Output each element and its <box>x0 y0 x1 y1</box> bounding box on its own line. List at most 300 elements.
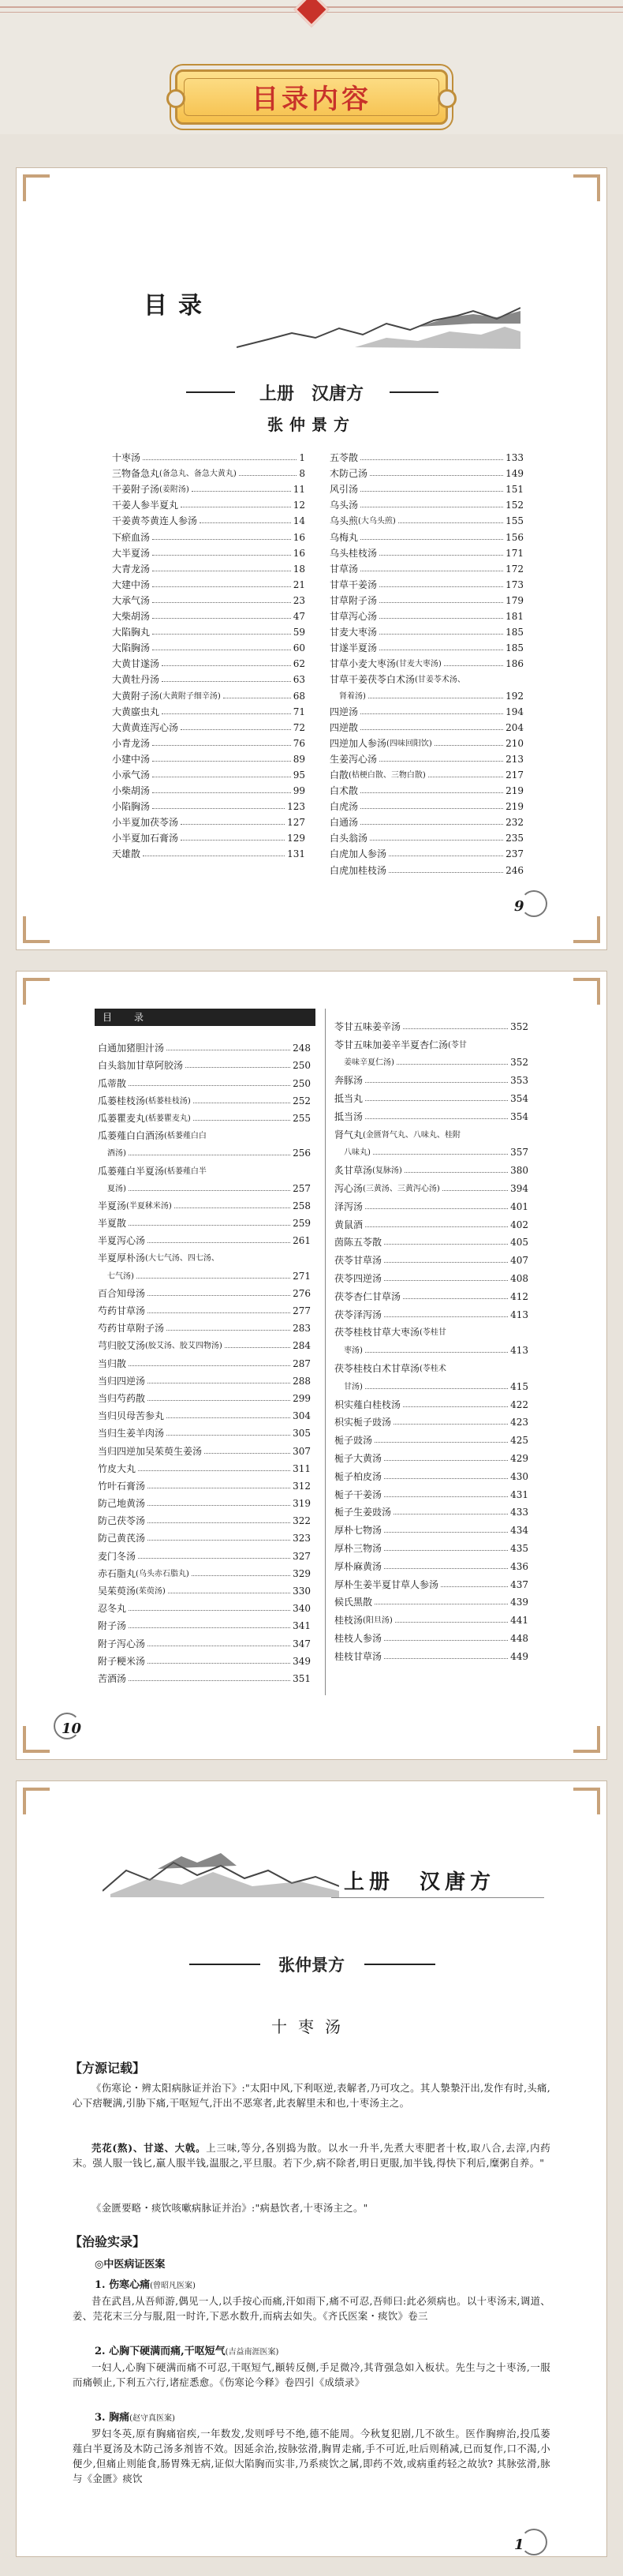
toc-entry[interactable] <box>334 1535 528 1553</box>
toc-entry-name: 天雄散 <box>112 848 141 860</box>
toc-entry-name: 白通汤 <box>330 817 359 829</box>
toc-entry-page: 441 <box>510 1615 528 1627</box>
corner-ornament-icon <box>573 978 600 1005</box>
toc-entry[interactable] <box>112 478 305 494</box>
toc-entry[interactable] <box>112 590 305 605</box>
toc-entry-page: 405 <box>510 1237 528 1249</box>
toc-entry-note: 姜味辛夏仁汤) <box>344 1058 394 1068</box>
toc-entry[interactable] <box>98 1140 311 1158</box>
toc-entry-page: 276 <box>293 1287 311 1299</box>
toc-entry[interactable] <box>330 748 524 764</box>
toc-entry-page: 271 <box>293 1270 311 1282</box>
toc-entry[interactable] <box>330 637 524 653</box>
toc-entry[interactable] <box>334 1481 528 1500</box>
case-title <box>95 2342 278 2357</box>
toc-entry[interactable] <box>334 1427 528 1445</box>
toc-entry-name: 栀子干姜汤 <box>334 1488 382 1500</box>
toc-entry[interactable] <box>98 1106 311 1123</box>
author-heading: 张仲景方 <box>278 1955 345 1975</box>
toc-entry[interactable] <box>98 1421 311 1438</box>
toc-entry-page: 408 <box>510 1272 528 1284</box>
toc-entry[interactable] <box>334 1085 528 1103</box>
toc-entry[interactable] <box>98 1613 311 1631</box>
case-title-text: 2. 心胸下硬满而痛,干呕短气 <box>95 2346 226 2357</box>
toc-entry-page: 63 <box>293 674 305 686</box>
toc-entry-page: 436 <box>510 1560 528 1572</box>
toc-entry-name: 防己茯苓汤 <box>98 1515 146 1527</box>
toc-entry[interactable] <box>112 558 305 574</box>
toc-entry[interactable] <box>330 732 524 748</box>
case-note: (赵守真医案) <box>129 2414 175 2423</box>
toc-entry-page: 435 <box>510 1542 528 1554</box>
toc-entry[interactable] <box>112 637 305 653</box>
toc-entry[interactable] <box>330 574 524 590</box>
toc-entry-page: 155 <box>505 515 524 527</box>
toc-entry-page: 16 <box>293 547 305 559</box>
toc-entry[interactable] <box>330 717 524 732</box>
toc-entry[interactable] <box>334 1589 528 1608</box>
leader-dots <box>162 665 291 666</box>
leader-dots <box>129 1680 290 1681</box>
leader-dots <box>152 745 291 746</box>
toc-entry[interactable] <box>334 1230 528 1248</box>
toc-entry-name: 防己地黄汤 <box>98 1498 146 1510</box>
toc-entry[interactable] <box>334 1211 528 1230</box>
toc-entry[interactable] <box>98 1438 311 1455</box>
toc-entry-name: 干姜黄芩黄连人参汤 <box>112 515 198 527</box>
toc-entry-name: 苦酒汤 <box>98 1672 127 1684</box>
toc-entry[interactable] <box>98 1403 311 1421</box>
toc-entry[interactable] <box>98 1053 311 1070</box>
toc-entry[interactable] <box>112 684 305 700</box>
case-title-text: 1. 伤寒心痛 <box>95 2279 151 2291</box>
toc-entry[interactable] <box>112 447 305 462</box>
toc-entry[interactable] <box>334 1373 528 1391</box>
toc-entry-page: 259 <box>293 1218 311 1230</box>
toc-entry[interactable] <box>330 510 524 526</box>
toc-entry-note: 酒汤) <box>107 1149 126 1159</box>
toc-entry-note: (栝蒌桂枝汤) <box>145 1096 191 1106</box>
corner-ornament-icon <box>573 916 600 943</box>
toc-entry[interactable] <box>98 1070 311 1088</box>
swirl-ornament-icon <box>54 1713 80 1739</box>
toc-entry[interactable] <box>334 1337 528 1355</box>
leader-dots <box>395 1622 508 1623</box>
toc-entry-name: 小半夏加茯苓汤 <box>112 817 179 829</box>
toc-entry[interactable] <box>334 1013 528 1032</box>
toc-entry[interactable] <box>98 1543 311 1560</box>
toc-entry-page: 329 <box>293 1567 311 1579</box>
toc-entry[interactable] <box>334 1140 528 1158</box>
toc-entry[interactable] <box>330 653 524 668</box>
toc-entry[interactable] <box>112 764 305 780</box>
leader-dots <box>373 1154 508 1155</box>
leader-dots <box>166 1417 290 1418</box>
toc-entry[interactable] <box>112 811 305 827</box>
toc-entry-name: 厚朴生姜半夏甘草人参汤 <box>334 1578 439 1590</box>
corner-ornament-icon <box>23 1788 50 1814</box>
toc-entry-name: 芍药甘草附子汤 <box>98 1323 165 1335</box>
toc-entry-name: 百合知母汤 <box>98 1287 146 1299</box>
toc-entry-name: 茯苓桂枝白术甘草汤 <box>334 1362 420 1374</box>
toc-entry[interactable] <box>112 668 305 684</box>
toc-entry[interactable] <box>98 1473 311 1491</box>
toc-entry[interactable] <box>334 1103 528 1121</box>
toc-entry-name: 木防己汤 <box>330 468 368 480</box>
toc-entry-page: 179 <box>505 594 524 606</box>
toc-entry-name: 抵当丸 <box>334 1092 364 1104</box>
toc-entry-name: 栀子大黄汤 <box>334 1452 382 1464</box>
toc-entry[interactable] <box>112 732 305 748</box>
toc-entry[interactable] <box>98 1456 311 1473</box>
toc-entry-page: 194 <box>505 706 524 717</box>
toc-entry[interactable] <box>334 1265 528 1283</box>
paragraph <box>73 2140 550 2170</box>
toc-entry[interactable] <box>98 1631 311 1648</box>
toc-entry[interactable] <box>112 526 305 541</box>
toc-entry-name: 枳实栀子豉汤 <box>334 1417 392 1428</box>
toc-entry-name: 泻心汤 <box>334 1182 364 1194</box>
toc-entry-page: 311 <box>293 1462 311 1474</box>
case-title-text: 3. 胸痛 <box>95 2412 130 2424</box>
toc-entry-page: 59 <box>293 627 305 638</box>
toc-entry[interactable] <box>330 494 524 510</box>
toc-entry-name: 茯苓四逆汤 <box>334 1272 382 1284</box>
toc-entry-page: 327 <box>293 1550 311 1562</box>
toc-entry[interactable] <box>112 796 305 811</box>
toc-entry[interactable] <box>98 1350 311 1368</box>
toc-entry-name: 附子汤 <box>98 1620 127 1632</box>
toc-entry-name: 生姜泻心汤 <box>330 753 378 765</box>
toc-entry[interactable] <box>334 1571 528 1589</box>
toc-entry-name: 白头翁汤 <box>330 833 368 844</box>
toc-entry-name: 瓜蒌瞿麦丸 <box>98 1112 146 1124</box>
leader-dots <box>152 792 291 793</box>
toc-entry[interactable] <box>330 605 524 621</box>
toc-entry-page: 235 <box>505 833 524 844</box>
toc-entry[interactable] <box>330 796 524 811</box>
diamond-ornament-icon <box>293 0 329 28</box>
toc-entry-name: 干姜人参半夏丸 <box>112 500 179 511</box>
leader-dots <box>360 459 503 460</box>
toc-entry-page: 277 <box>293 1305 311 1316</box>
toc-entry-page: 18 <box>293 563 305 575</box>
toc-entry-page: 95 <box>293 769 305 781</box>
toc-entry[interactable] <box>112 605 305 621</box>
toc-entry[interactable] <box>98 1158 311 1175</box>
leader-dots <box>360 491 503 492</box>
toc-entry[interactable] <box>330 668 524 684</box>
toc-entry-name: 甘草干姜茯苓白术汤 <box>330 674 416 686</box>
toc-entry-name: 芍药甘草汤 <box>98 1305 146 1316</box>
toc-entry[interactable] <box>98 1333 311 1350</box>
toc-entry[interactable] <box>112 780 305 796</box>
leader-dots <box>398 522 503 523</box>
toc-entry[interactable] <box>98 1368 311 1386</box>
swirl-ornament-icon <box>520 2529 547 2555</box>
toc-entry[interactable] <box>330 684 524 700</box>
toc-entry[interactable] <box>98 1228 311 1245</box>
toc-entry[interactable] <box>334 1175 528 1193</box>
toc-entry-note: 七气汤) <box>107 1271 134 1281</box>
toc-entry-page: 413 <box>510 1345 528 1357</box>
toc-entry[interactable] <box>98 1298 311 1316</box>
toc-entry[interactable] <box>334 1320 528 1338</box>
toc-entry-page: 305 <box>293 1428 311 1440</box>
toc-entry-page: 123 <box>287 801 305 813</box>
toc-entry-name: 附子泻心汤 <box>98 1638 146 1649</box>
toc-entry[interactable] <box>330 590 524 605</box>
toc-entry[interactable] <box>98 1123 311 1140</box>
column-divider <box>325 1009 326 1695</box>
toc-entry[interactable] <box>330 542 524 558</box>
toc-entry[interactable] <box>98 1508 311 1526</box>
leader-dots <box>192 491 291 492</box>
toc-entry-page: 353 <box>510 1075 528 1087</box>
toc-entry[interactable] <box>334 1032 528 1050</box>
toc-entry-page: 341 <box>293 1620 311 1632</box>
leader-dots <box>365 1208 508 1209</box>
toc-entry[interactable] <box>112 574 305 590</box>
toc-entry-name: 抵当汤 <box>334 1110 364 1122</box>
leader-dots <box>192 1575 290 1576</box>
leader-dots <box>147 1505 290 1506</box>
leader-dots <box>365 1100 508 1101</box>
toc-entry-name: 大黄甘遂汤 <box>112 658 160 670</box>
page-bottom-edge <box>0 2557 623 2576</box>
leader-dots <box>384 1658 508 1659</box>
toc-entry[interactable] <box>330 478 524 494</box>
leader-dots <box>365 1352 508 1353</box>
toc-entry[interactable] <box>334 1193 528 1211</box>
toc-entry-page: 129 <box>287 833 305 844</box>
leader-dots <box>129 1225 290 1226</box>
toc-entry-name: 桂枝甘草汤 <box>334 1650 382 1662</box>
toc-entry-name: 芎归胶艾汤 <box>98 1340 146 1352</box>
toc-entry-note: 枣汤) <box>344 1346 363 1356</box>
leader-dots <box>225 1347 290 1348</box>
toc-entry-name: 候氏黑散 <box>334 1597 373 1608</box>
toc-entry-name: 小建中汤 <box>112 753 151 765</box>
toc-entry-name: 四逆加人参汤 <box>330 737 387 749</box>
toc-entry-page: 12 <box>293 500 305 511</box>
toc-entry-page: 68 <box>293 690 305 702</box>
toc-entry-page: 149 <box>505 468 524 480</box>
toc-entry[interactable] <box>330 780 524 796</box>
formula-title: 十枣汤 <box>271 2017 352 2036</box>
toc-entry-page: 299 <box>293 1392 311 1404</box>
toc-entry[interactable] <box>112 494 305 510</box>
leader-dots <box>384 1640 508 1641</box>
toc-entry-note: (大七气汤、四七汤、 <box>145 1254 219 1264</box>
leader-dots <box>365 1388 508 1389</box>
toc-entry-page: 394 <box>510 1182 528 1194</box>
chapter-title: 上册 汉唐方 <box>344 1870 496 1894</box>
toc-entry[interactable] <box>334 1391 528 1410</box>
toc-entry-page: 312 <box>293 1480 311 1492</box>
toc-entry[interactable] <box>330 811 524 827</box>
toc-entry-page: 171 <box>505 547 524 559</box>
leader-dots <box>442 1190 508 1191</box>
section-tag: 【治验实录】 <box>69 2234 146 2249</box>
toc-entry[interactable] <box>334 1410 528 1428</box>
toc-entry-page: 349 <box>293 1655 311 1667</box>
toc-entry[interactable] <box>334 1067 528 1085</box>
toc-entry-page: 323 <box>293 1533 311 1544</box>
toc-entry[interactable] <box>330 526 524 541</box>
toc-entry[interactable] <box>334 1445 528 1463</box>
toc-entry[interactable] <box>334 1607 528 1625</box>
toc-entry[interactable] <box>98 1596 311 1613</box>
toc-entry-page: 434 <box>510 1525 528 1537</box>
toc-column-left <box>112 447 305 859</box>
toc-entry-page: 354 <box>510 1092 528 1104</box>
toc-entry[interactable] <box>334 1157 528 1175</box>
toc-entry[interactable] <box>334 1283 528 1301</box>
toc-entry[interactable] <box>330 462 524 478</box>
corner-ornament-icon <box>23 916 50 943</box>
toc-entry[interactable] <box>334 1500 528 1518</box>
toc-entry[interactable] <box>98 1526 311 1543</box>
toc-entry[interactable] <box>112 827 305 843</box>
toc-entry-page: 352 <box>510 1020 528 1032</box>
toc-entry-name: 小承气汤 <box>112 769 151 781</box>
toc-entry[interactable] <box>98 1666 311 1683</box>
chapter-rule <box>331 1897 544 1898</box>
toc-entry[interactable] <box>112 701 305 717</box>
toc-entry-note: 肾着汤) <box>339 691 366 701</box>
toc-entry[interactable] <box>112 748 305 764</box>
toc-column-left <box>98 1035 311 1683</box>
toc-entry-page: 401 <box>510 1200 528 1212</box>
toc-entry-name: 赤石脂丸 <box>98 1567 136 1579</box>
toc-entry[interactable] <box>98 1316 311 1333</box>
toc-entry-page: 192 <box>505 690 524 702</box>
toc-entry[interactable] <box>334 1247 528 1265</box>
toc-entry[interactable] <box>112 653 305 668</box>
leader-dots <box>403 1298 508 1299</box>
toc-entry[interactable] <box>334 1301 528 1320</box>
leader-dots <box>193 1120 290 1121</box>
toc-entry-name: 瓜蒌薤白白酒汤 <box>98 1130 165 1142</box>
leader-dots <box>370 475 503 476</box>
toc-entry[interactable] <box>98 1491 311 1508</box>
toc-entry[interactable] <box>330 764 524 780</box>
toc-entry[interactable] <box>334 1625 528 1643</box>
toc-entry[interactable] <box>330 827 524 843</box>
toc-entry-page: 288 <box>293 1375 311 1387</box>
toc-entry[interactable] <box>112 717 305 732</box>
toc-entry[interactable] <box>98 1088 311 1106</box>
toc-entry-name: 五苓散 <box>330 452 359 464</box>
leader-dots <box>185 1067 290 1068</box>
toc-entry-name: 大柴胡汤 <box>112 611 151 623</box>
toc-entry[interactable] <box>330 558 524 574</box>
toc-entry[interactable] <box>98 1193 311 1211</box>
toc-entry-name: 风引汤 <box>330 484 359 496</box>
toc-entry-note: (复脉汤) <box>372 1166 402 1176</box>
toc-entry-name: 大半夏汤 <box>112 547 151 559</box>
case-note: (吉益南涯医案) <box>225 2348 279 2357</box>
toc-entry[interactable] <box>112 462 305 478</box>
leader-dots <box>365 1082 508 1083</box>
toc-entry-page: 246 <box>505 864 524 876</box>
toc-entry-name: 瓜蒌薤白半夏汤 <box>98 1165 165 1177</box>
toc-entry[interactable] <box>98 1386 311 1403</box>
toc-entry-note: (苓甘 <box>448 1040 467 1050</box>
paragraph: 一妇人,心胸下硬满而痛不可忍,干呕短气,顚转反侧,手足微冷,其背强急如入板状。先生与之十枣汤,一服而痛顿止,下利五六行,诸症悉愈。《伤寒论今释》卷四引《成绩录》 <box>73 2361 550 2388</box>
toc-entry[interactable] <box>98 1578 311 1596</box>
leader-dots <box>384 1478 508 1479</box>
leader-dots <box>384 1532 508 1533</box>
toc-entry[interactable] <box>112 621 305 637</box>
page-number: 1 <box>514 2537 524 2553</box>
toc-entry-name: 枳实薤白桂枝汤 <box>334 1398 401 1410</box>
toc-entry[interactable] <box>98 1035 311 1053</box>
toc-entry[interactable] <box>98 1649 311 1666</box>
toc-entry[interactable] <box>330 621 524 637</box>
toc-entry[interactable] <box>98 1176 311 1193</box>
toc-entry-name: 奔豚汤 <box>334 1075 364 1087</box>
swirl-ornament-icon <box>520 890 547 917</box>
toc-entry[interactable] <box>334 1553 528 1571</box>
toc-entry[interactable] <box>98 1245 311 1263</box>
toc-entry[interactable] <box>334 1050 528 1068</box>
toc-entry-name: 半夏泻心汤 <box>98 1235 146 1247</box>
toc-entry-name: 桂枝汤 <box>334 1615 364 1627</box>
toc-entry[interactable] <box>334 1463 528 1481</box>
leader-dots <box>360 729 503 730</box>
toc-entry[interactable] <box>334 1517 528 1535</box>
leader-dots <box>375 1442 508 1443</box>
toc-entry-page: 172 <box>505 563 524 575</box>
toc-entry[interactable] <box>112 510 305 526</box>
toc-entry[interactable] <box>98 1211 311 1228</box>
toc-entry[interactable] <box>330 447 524 462</box>
leader-dots <box>129 1085 290 1086</box>
toc-entry-page: 89 <box>293 753 305 765</box>
toc-entry-page: 340 <box>293 1603 311 1615</box>
toc-entry-page: 431 <box>510 1488 528 1500</box>
corner-ornament-icon <box>573 174 600 201</box>
toc-entry-page: 430 <box>510 1470 528 1482</box>
toc-entry-name: 瓜蒌桂枝汤 <box>98 1095 146 1106</box>
toc-entry-name: 忍冬丸 <box>98 1603 127 1615</box>
toc-entry[interactable] <box>112 542 305 558</box>
toc-entry[interactable] <box>98 1263 311 1280</box>
toc-entry-name: 白虎汤 <box>330 801 359 813</box>
toc-entry[interactable] <box>334 1121 528 1140</box>
toc-entry-page: 213 <box>505 753 524 765</box>
toc-entry-page: 133 <box>505 452 524 464</box>
toc-entry-name: 附子粳米汤 <box>98 1655 146 1667</box>
toc-entry[interactable] <box>330 859 524 874</box>
toc-entry[interactable] <box>334 1643 528 1661</box>
toc-entry-name: 甘草汤 <box>330 563 359 575</box>
toc-entry-page: 357 <box>510 1147 528 1159</box>
toc-entry[interactable] <box>98 1281 311 1298</box>
toc-entry[interactable] <box>334 1355 528 1373</box>
leader-dots <box>152 761 291 762</box>
toc-entry[interactable] <box>330 701 524 717</box>
leader-dots <box>365 1226 508 1227</box>
toc-entry[interactable] <box>330 843 524 859</box>
toc-entry-name: 肾气丸 <box>334 1129 364 1140</box>
toc-entry[interactable] <box>112 843 305 859</box>
leader-dots <box>147 1540 290 1541</box>
toc-entry[interactable] <box>98 1561 311 1578</box>
toc-entry-page: 433 <box>510 1507 528 1518</box>
